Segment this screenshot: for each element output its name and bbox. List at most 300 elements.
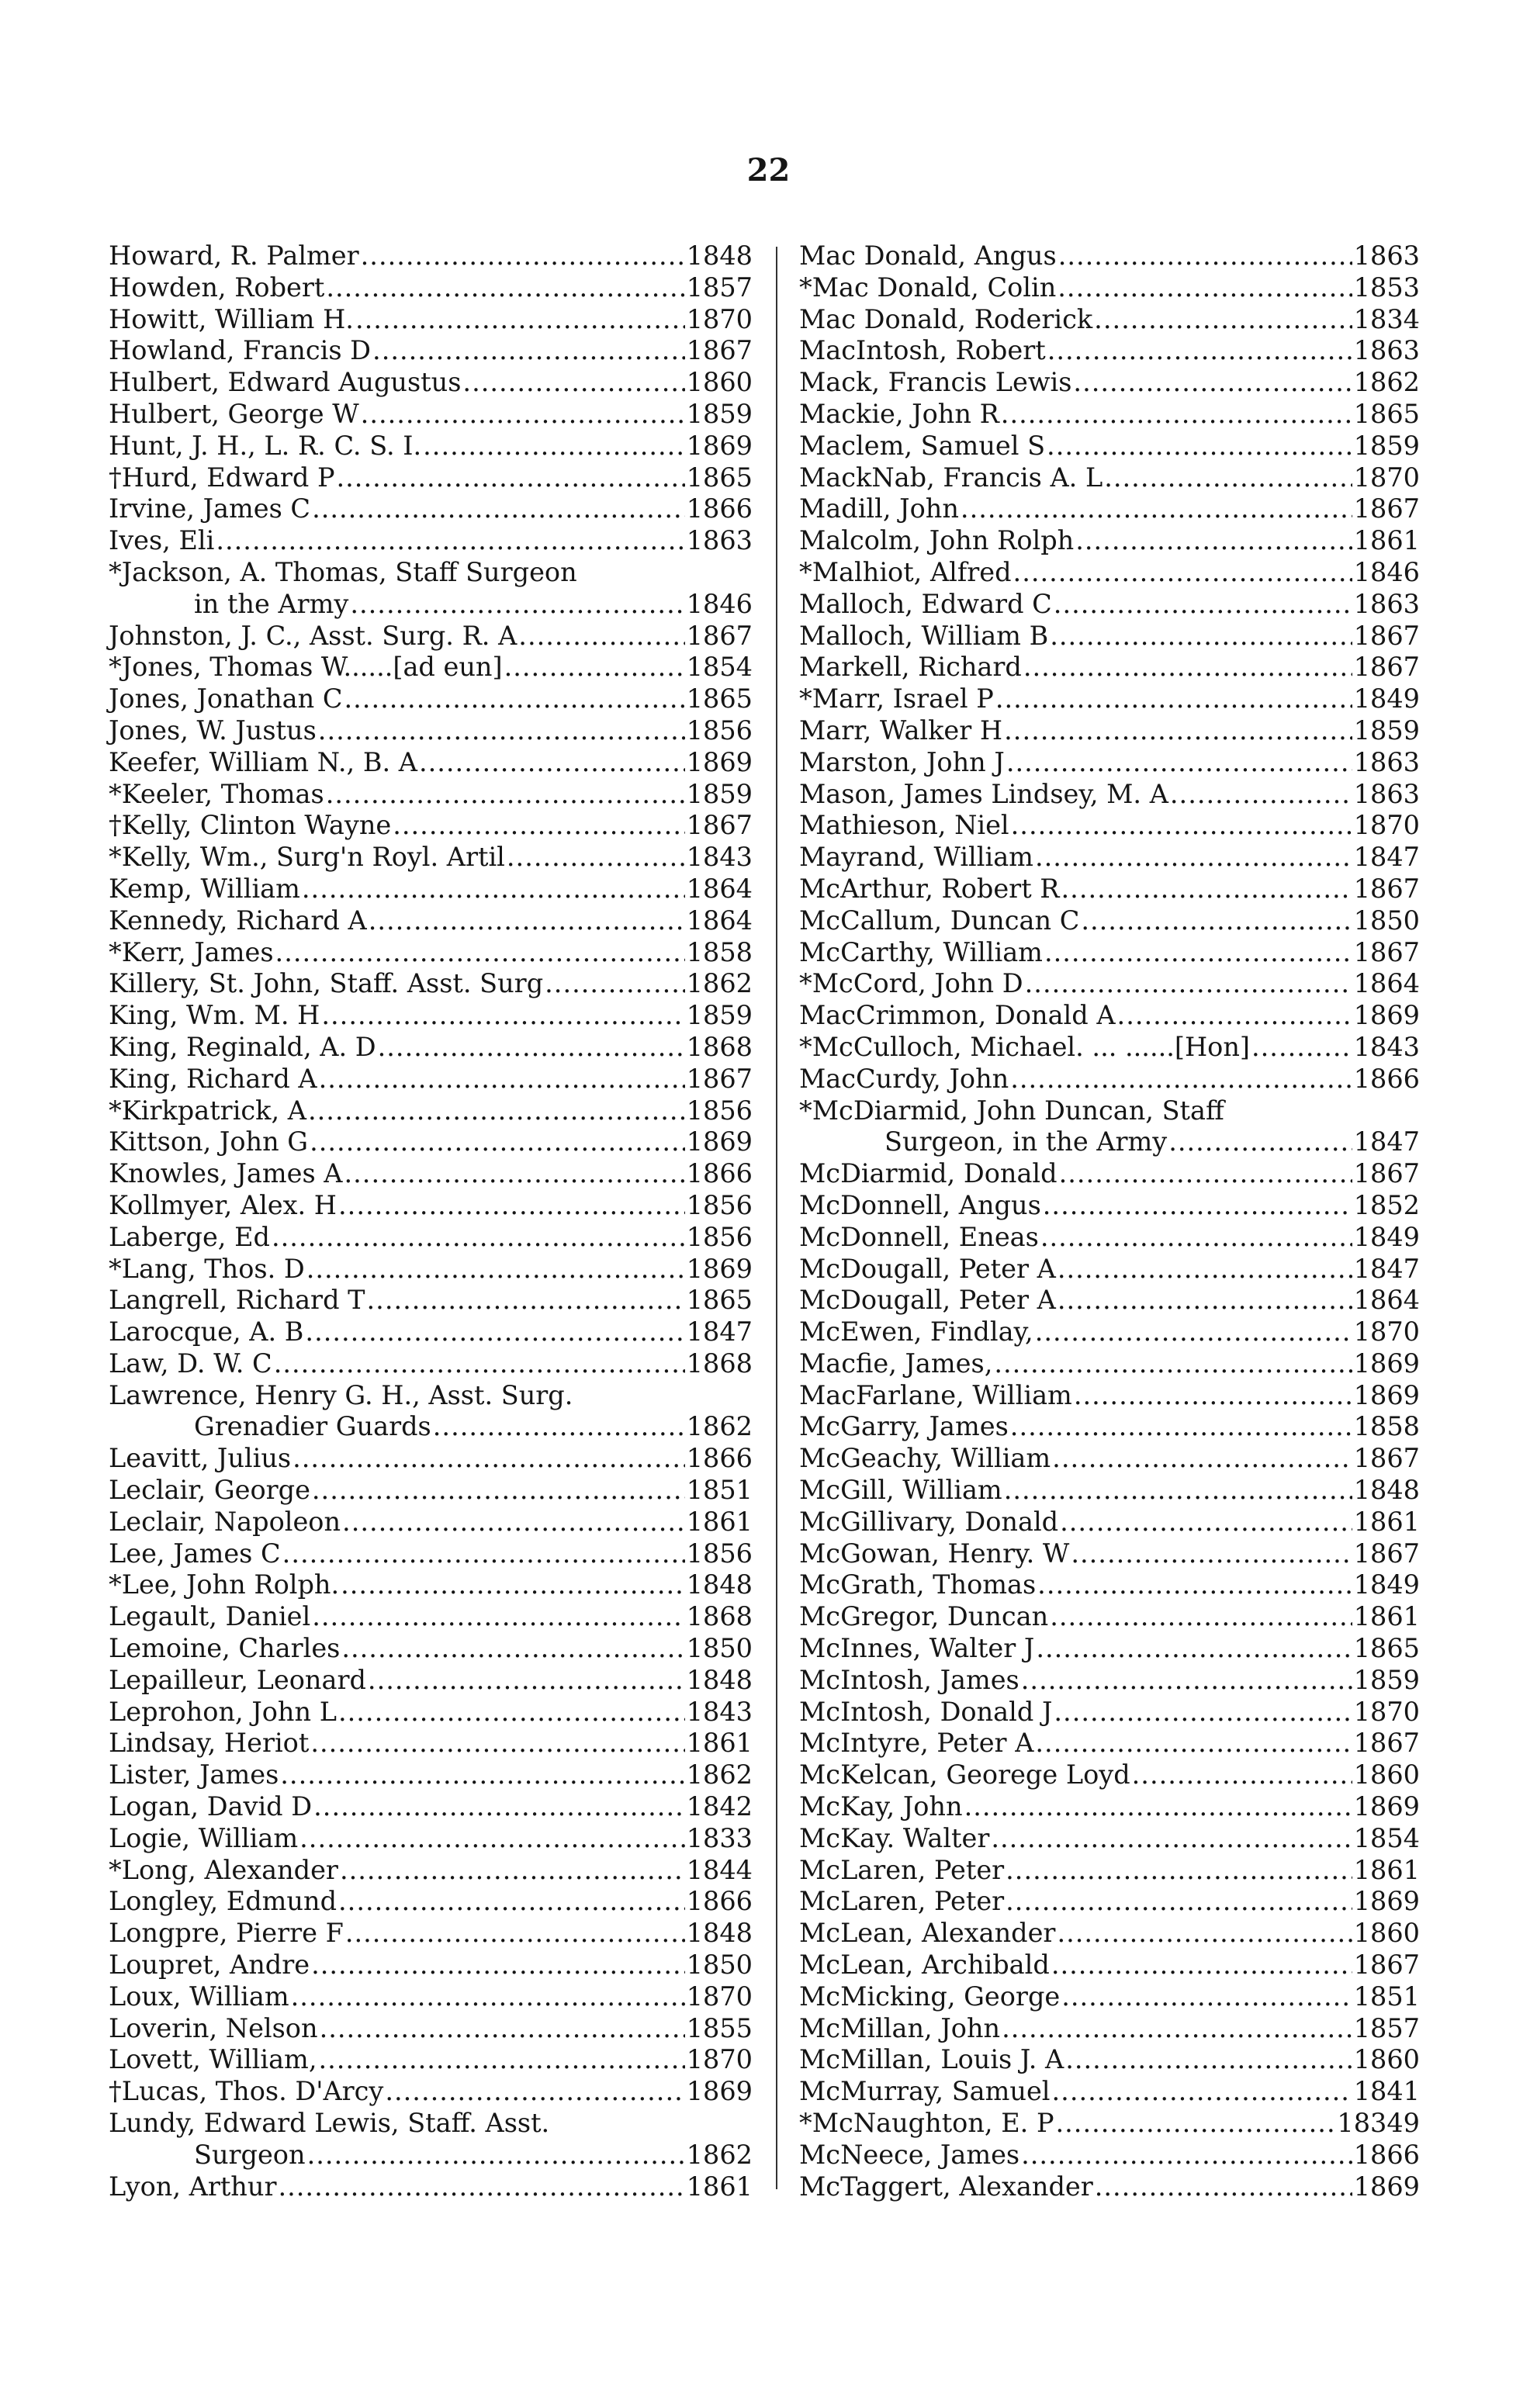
leader-dots xyxy=(361,399,685,431)
leader-dots xyxy=(1013,557,1352,589)
entry-name: MackNab, Francis A. L xyxy=(799,462,1103,493)
entry-name: Knowles, James A xyxy=(109,1158,343,1189)
leader-dots xyxy=(1060,1507,1352,1538)
entry-year: 1856 xyxy=(686,1189,753,1220)
leader-dots xyxy=(1071,1538,1352,1570)
entry-name: *McDiarmid, John Duncan, Staff xyxy=(799,1095,1224,1126)
leader-dots xyxy=(1006,747,1352,779)
directory-entry xyxy=(799,652,1420,683)
leader-dots xyxy=(308,1095,685,1127)
directory-entry xyxy=(109,779,753,811)
left-column xyxy=(109,240,753,2202)
leader-dots xyxy=(1058,240,1352,272)
directory-entry xyxy=(799,1032,1420,1064)
leader-dots xyxy=(1035,842,1352,874)
entry-name: Marston, John J xyxy=(799,746,1005,777)
directory-entry xyxy=(799,557,1420,589)
entry-year: 1869 xyxy=(1353,1000,1420,1031)
leader-dots xyxy=(275,937,685,969)
leader-dots xyxy=(299,1823,685,1855)
entry-name: MacFarlane, William xyxy=(799,1379,1072,1410)
leader-dots xyxy=(1168,1126,1352,1158)
entry-name: Loux, William xyxy=(109,1981,289,2012)
entry-name: Ives, Eli xyxy=(109,525,215,556)
entry-name: Howitt, William H. xyxy=(109,303,354,334)
entry-year: 1866 xyxy=(686,1158,753,1189)
directory-entry xyxy=(109,1316,753,1348)
entry-name: Lundy, Edward Lewis, Staff. Asst. xyxy=(109,2108,550,2139)
directory-entry xyxy=(799,747,1420,779)
directory-entry xyxy=(109,525,753,557)
directory-entry xyxy=(799,810,1420,842)
entry-continuation: Surgeon, in the Army xyxy=(884,1126,1168,1157)
column-divider xyxy=(776,247,777,2189)
leader-dots xyxy=(1047,431,1352,462)
entry-year: 1868 xyxy=(686,1031,753,1062)
directory-entry xyxy=(799,1981,1420,2013)
entry-name: Leclair, Napoleon xyxy=(109,1506,341,1537)
entry-name: McGowan, Henry. W xyxy=(799,1538,1070,1569)
entry-year: 1848 xyxy=(1353,1475,1420,1506)
entry-name: Loverin, Nelson xyxy=(109,2012,318,2043)
leader-dots xyxy=(1010,1411,1352,1443)
leader-dots xyxy=(312,1601,685,1633)
leader-dots xyxy=(1056,2108,1336,2140)
entry-name: Hulbert, George W xyxy=(109,398,359,429)
entry-year: 1864 xyxy=(1353,1285,1420,1316)
directory-entry xyxy=(799,1791,1420,1823)
directory-entry xyxy=(109,1095,753,1127)
leader-dots xyxy=(423,431,685,462)
entry-name: McTaggert, Alexander xyxy=(799,2171,1093,2202)
entry-year: 1856 xyxy=(686,1221,753,1252)
directory-entry xyxy=(799,1697,1420,1728)
directory-entry xyxy=(799,1222,1420,1254)
entry-name: Laberge, Ed xyxy=(109,1221,270,1252)
entry-year: 1869 xyxy=(1353,1348,1420,1379)
entry-name: McDonnell, Angus xyxy=(799,1189,1041,1220)
leader-dots xyxy=(337,462,685,494)
leader-dots xyxy=(1074,1380,1352,1412)
directory-entry xyxy=(109,1759,753,1791)
leader-dots xyxy=(272,1222,685,1254)
entry-year: 1863 xyxy=(1353,335,1420,366)
directory-entry xyxy=(109,1855,753,1887)
directory-entry xyxy=(799,1538,1420,1570)
entry-name: McArthur, Robert R xyxy=(799,873,1060,904)
entry-year: 1869 xyxy=(686,746,753,777)
entry-year: 1866 xyxy=(1353,1063,1420,1094)
directory-entry xyxy=(109,2013,753,2045)
entry-name: McMurray, Samuel xyxy=(799,2076,1051,2107)
directory-entry xyxy=(109,1126,753,1158)
directory-entry xyxy=(109,1665,753,1697)
entry-name: McGregor, Duncan xyxy=(799,1601,1049,1632)
leader-dots xyxy=(340,1855,685,1887)
leader-dots xyxy=(307,2140,685,2171)
leader-dots xyxy=(1054,1697,1352,1728)
directory-entry xyxy=(109,810,753,842)
directory-entry xyxy=(109,1032,753,1064)
entry-year: 1851 xyxy=(686,1475,753,1506)
leader-dots xyxy=(305,1316,684,1348)
entry-year: 1847 xyxy=(1353,1253,1420,1284)
directory-entry xyxy=(109,621,753,652)
leader-dots xyxy=(1170,779,1352,811)
directory-entry xyxy=(799,2108,1420,2140)
entry-year: 1852 xyxy=(1353,1189,1420,1220)
entry-year: 1868 xyxy=(686,1601,753,1632)
directory-entry xyxy=(109,1475,753,1507)
entry-year: 1859 xyxy=(1353,714,1420,746)
leader-dots xyxy=(1010,1064,1352,1095)
leader-dots xyxy=(361,240,685,272)
entry-name: Hunt, J. H., L. R. C. S. I. xyxy=(109,430,422,461)
entry-year: 1862 xyxy=(686,2139,753,2170)
entry-name: McNeece, James xyxy=(799,2139,1020,2170)
entry-name: MacCrimmon, Donald A xyxy=(799,1000,1116,1031)
entry-year: 1833 xyxy=(686,1822,753,1853)
entry-name: McCarthy, William xyxy=(799,936,1043,967)
leader-dots xyxy=(1006,1886,1352,1918)
entry-year: 1859 xyxy=(1353,1664,1420,1695)
entry-year: 1847 xyxy=(1353,842,1420,873)
entry-name: *Jackson, A. Thomas, Staff Surgeon xyxy=(109,556,577,587)
leader-dots xyxy=(369,905,685,937)
entry-name: Longpre, Pierre F xyxy=(109,1918,344,1949)
entry-name: McGeachy, William xyxy=(799,1443,1051,1474)
directory-entry xyxy=(799,1507,1420,1538)
directory-entry xyxy=(109,715,753,747)
entry-year: 1841 xyxy=(1353,2076,1420,2107)
entry-year: 1857 xyxy=(1353,2012,1420,2043)
directory-entry xyxy=(109,1222,753,1254)
leader-dots xyxy=(311,1950,685,1981)
directory-entry xyxy=(109,905,753,937)
entry-year: 1861 xyxy=(1353,1506,1420,1537)
entry-name: McCallum, Duncan C xyxy=(799,905,1080,936)
entry-year: 1848 xyxy=(686,1569,753,1600)
entry-name: Logan, David D xyxy=(109,1791,313,1822)
entry-year: 1867 xyxy=(1353,873,1420,904)
directory-entry xyxy=(109,1285,753,1316)
directory-entry xyxy=(799,304,1420,336)
entry-name: Loupret, Andre xyxy=(109,1950,310,1981)
leader-dots xyxy=(1037,1569,1352,1601)
leader-dots xyxy=(306,1254,685,1285)
entry-name: *Kelly, Wm., Surg'n Royl. Artil xyxy=(109,842,505,873)
directory-entry xyxy=(799,1918,1420,1950)
leader-dots xyxy=(318,715,685,747)
directory-entry xyxy=(109,240,753,272)
directory-entry xyxy=(799,1601,1420,1633)
entry-year: 1858 xyxy=(1353,1411,1420,1442)
directory-entry xyxy=(799,1000,1420,1032)
leader-dots xyxy=(518,621,684,652)
directory-entry xyxy=(109,335,753,367)
entry-year: 1867 xyxy=(1353,652,1420,683)
entry-name: Langrell, Richard T xyxy=(109,1285,365,1316)
leader-dots xyxy=(310,1728,684,1759)
entry-year: 1867 xyxy=(1353,936,1420,967)
entry-year: 1867 xyxy=(686,620,753,651)
entry-year: 1861 xyxy=(1353,1854,1420,1885)
leader-dots xyxy=(545,968,685,1000)
directory-entry xyxy=(109,937,753,969)
entry-continuation: Surgeon xyxy=(194,2139,306,2170)
entry-year: 1848 xyxy=(686,240,753,271)
leader-dots xyxy=(1061,1981,1352,2013)
directory-entry xyxy=(799,1823,1420,1855)
entry-name: Larocque, A. B xyxy=(109,1316,304,1348)
entry-name: Kittson, John G xyxy=(109,1126,309,1157)
leader-dots xyxy=(1006,1855,1352,1887)
entry-year: 1859 xyxy=(686,778,753,809)
leader-dots xyxy=(1059,1158,1352,1190)
directory-entry xyxy=(109,2044,753,2076)
leader-dots xyxy=(372,335,685,367)
directory-entry xyxy=(799,1855,1420,1887)
leader-dots xyxy=(293,1443,685,1475)
leader-dots xyxy=(310,1126,685,1158)
entry-year: 1866 xyxy=(686,1886,753,1917)
entry-name: Johnston, J. C., Asst. Surg. R. A xyxy=(109,620,518,651)
leader-dots xyxy=(1051,1950,1352,1981)
entry-year: 1857 xyxy=(686,272,753,303)
entry-year: 1869 xyxy=(1353,2171,1420,2202)
entry-name: McLean, Archibald xyxy=(799,1950,1050,1981)
leader-dots xyxy=(1052,2076,1352,2108)
leader-dots xyxy=(1001,399,1352,431)
entry-name: McDonnell, Eneas xyxy=(799,1221,1039,1252)
entry-year: 1860 xyxy=(1353,1759,1420,1790)
entry-year: 1859 xyxy=(686,1000,753,1031)
directory-entry xyxy=(109,1254,753,1285)
leader-dots xyxy=(1011,810,1352,842)
entry-year: 1860 xyxy=(1353,1918,1420,1949)
entry-continuation: in the Army xyxy=(194,588,349,619)
entry-name: †Hurd, Edward P xyxy=(109,462,335,493)
entry-name: Howland, Francis D xyxy=(109,335,372,366)
entry-name: Lepailleur, Leonard xyxy=(109,1664,366,1695)
entry-name: *McNaughton, E. P xyxy=(799,2108,1054,2139)
entry-name: Jones, W. Justus xyxy=(109,714,317,746)
entry-name: Lister, James xyxy=(109,1759,279,1790)
directory-entry xyxy=(109,304,753,336)
directory-entry xyxy=(799,525,1420,557)
entry-name: Mackie, John R xyxy=(799,398,999,429)
entry-name: Lovett, William, xyxy=(109,2044,317,2075)
leader-dots xyxy=(1040,1222,1352,1254)
entry-year: 1867 xyxy=(1353,620,1420,651)
entry-year: 1865 xyxy=(686,1285,753,1316)
entry-name: Lee, James C xyxy=(109,1538,281,1569)
entry-year: 1867 xyxy=(686,1063,753,1094)
leader-dots xyxy=(1044,937,1352,969)
leader-dots xyxy=(216,525,684,557)
entry-name: Irvine, James C xyxy=(109,493,311,524)
entry-name: Mac Donald, Roderick xyxy=(799,303,1093,334)
directory-entry xyxy=(799,589,1420,621)
directory-entry xyxy=(799,240,1420,272)
leader-dots xyxy=(1025,968,1352,1000)
entry-year: 1859 xyxy=(1353,430,1420,461)
entry-name: McIntyre, Peter A xyxy=(799,1728,1034,1759)
entry-name: *Lang, Thos. D xyxy=(109,1253,305,1284)
directory-entry xyxy=(109,874,753,905)
entry-name: *Kirkpatrick, A xyxy=(109,1095,306,1126)
leader-dots xyxy=(507,842,685,874)
entry-year: 1870 xyxy=(686,2044,753,2075)
entry-year: 1865 xyxy=(686,462,753,493)
entry-name: *Jones, Thomas W......[ad eun] xyxy=(109,652,503,683)
directory-entry xyxy=(799,779,1420,811)
entry-year: 1844 xyxy=(686,1854,753,1885)
entry-name: Madill, John xyxy=(799,493,959,524)
directory-entry xyxy=(799,937,1420,969)
entry-year: 1863 xyxy=(1353,588,1420,619)
directory-entry xyxy=(799,1665,1420,1697)
entry-name: McGillivary, Donald xyxy=(799,1506,1059,1537)
entry-name: Markell, Richard xyxy=(799,652,1022,683)
entry-name: *Kerr, James xyxy=(109,936,274,967)
entry-name: *Keeler, Thomas xyxy=(109,778,324,809)
directory-entry xyxy=(109,1601,753,1633)
leader-dots xyxy=(278,2171,684,2203)
directory-entry xyxy=(799,1950,1420,1981)
entry-name: Longley, Edmund xyxy=(109,1886,338,1917)
leader-dots xyxy=(367,1285,685,1316)
directory-entry xyxy=(799,715,1420,747)
directory-entry xyxy=(799,493,1420,525)
entry-year: 1869 xyxy=(686,1126,753,1157)
entry-name: *Long, Alexander xyxy=(109,1854,338,1885)
entry-name: Maclem, Samuel S xyxy=(799,430,1046,461)
leader-dots xyxy=(1117,1000,1352,1032)
directory-entry xyxy=(109,1000,753,1032)
entry-name: Kemp, William xyxy=(109,873,300,904)
leader-dots xyxy=(504,652,685,683)
entry-name: †Lucas, Thos. D'Arcy xyxy=(109,2076,384,2107)
entry-name: McKay, John xyxy=(799,1791,963,1822)
entry-year: 1848 xyxy=(686,1918,753,1949)
directory-entry xyxy=(799,1380,1420,1412)
directory-entry xyxy=(799,1411,1420,1443)
entry-year: 1870 xyxy=(1353,810,1420,841)
entry-year: 1847 xyxy=(1353,1126,1420,1157)
entry-year: 1855 xyxy=(686,2012,753,2043)
entry-year: 1849 xyxy=(1353,1221,1420,1252)
entry-year: 1856 xyxy=(686,714,753,746)
entry-year: 1858 xyxy=(686,936,753,967)
leader-dots xyxy=(1058,272,1352,304)
entry-year: 1862 xyxy=(1353,367,1420,398)
entry-year: 1866 xyxy=(686,1443,753,1474)
directory-entry xyxy=(799,621,1420,652)
entry-year: 1870 xyxy=(1353,462,1420,493)
directory-entry xyxy=(109,652,753,683)
entry-year: 1861 xyxy=(686,2171,753,2202)
leader-dots xyxy=(302,874,685,905)
leader-dots xyxy=(1004,715,1352,747)
entry-year: 1854 xyxy=(1353,1822,1420,1853)
entry-name: McLaren, Peter xyxy=(799,1886,1005,1917)
leader-dots xyxy=(326,272,684,304)
entry-name: Leprohon, John L xyxy=(109,1696,337,1727)
leader-dots xyxy=(1104,462,1352,494)
leader-dots xyxy=(318,2044,684,2076)
entry-name: Kennedy, Richard A xyxy=(109,905,367,936)
entry-year: 1848 xyxy=(686,1664,753,1695)
entry-name: Lawrence, Henry G. H., Asst. Surg. xyxy=(109,1379,573,1410)
entry-name: *Malhiot, Alfred xyxy=(799,556,1012,587)
entry-year: 1865 xyxy=(686,683,753,714)
leader-dots xyxy=(378,1032,685,1064)
entry-name: McMicking, George xyxy=(799,1981,1061,2012)
directory-entry xyxy=(799,874,1420,905)
leader-dots xyxy=(1043,1190,1352,1222)
directory-entry xyxy=(799,2076,1420,2108)
entry-year: 1868 xyxy=(686,1348,753,1379)
leader-dots xyxy=(1035,1316,1352,1348)
directory-entry xyxy=(799,1190,1420,1222)
leader-dots xyxy=(321,1000,684,1032)
directory-entry xyxy=(799,335,1420,367)
directory-entry xyxy=(799,842,1420,874)
directory-entry xyxy=(799,1759,1420,1791)
leader-dots xyxy=(342,1507,685,1538)
entry-year: 1846 xyxy=(1353,556,1420,587)
entry-year: 1860 xyxy=(1353,2044,1420,2075)
directory-entry xyxy=(109,493,753,525)
entry-year: 1865 xyxy=(1353,398,1420,429)
entry-year: 1869 xyxy=(1353,1886,1420,1917)
entry-year: 1850 xyxy=(1353,905,1420,936)
entry-year: 1843 xyxy=(1353,1031,1420,1062)
leader-dots xyxy=(341,1633,684,1665)
directory-entry xyxy=(799,1254,1420,1285)
leader-dots xyxy=(312,493,685,525)
entry-year: 1866 xyxy=(1353,2139,1420,2170)
leader-dots xyxy=(961,493,1352,525)
entry-name: †Kelly, Clinton Wayne xyxy=(109,810,392,841)
entry-year: 1870 xyxy=(686,1981,753,2012)
entry-year: 1850 xyxy=(686,1633,753,1664)
directory-entry xyxy=(109,1981,753,2013)
entry-year: 1867 xyxy=(1353,1443,1420,1474)
directory-entry xyxy=(109,1569,753,1601)
entry-year: 1847 xyxy=(686,1316,753,1348)
leader-dots xyxy=(368,1665,685,1697)
directory-entry xyxy=(799,1348,1420,1380)
directory-entry xyxy=(109,1728,753,1759)
entry-continuation: Grenadier Guards xyxy=(194,1411,431,1442)
leader-dots xyxy=(326,779,685,811)
directory-entry xyxy=(799,2044,1420,2076)
directory-entry xyxy=(109,1158,753,1190)
entry-name: McGill, William xyxy=(799,1475,1002,1506)
directory-entry xyxy=(109,968,753,1000)
leader-dots xyxy=(341,1569,685,1601)
leader-dots xyxy=(1132,1759,1352,1791)
entry-year: 1865 xyxy=(1353,1633,1420,1664)
directory-entry xyxy=(109,2108,753,2171)
entry-name: Hulbert, Edward Augustus xyxy=(109,367,462,398)
directory-entry xyxy=(799,399,1420,431)
leader-dots xyxy=(1054,589,1352,621)
entry-year: 1861 xyxy=(1353,1601,1420,1632)
entry-name: Malcolm, John Rolph xyxy=(799,525,1075,556)
